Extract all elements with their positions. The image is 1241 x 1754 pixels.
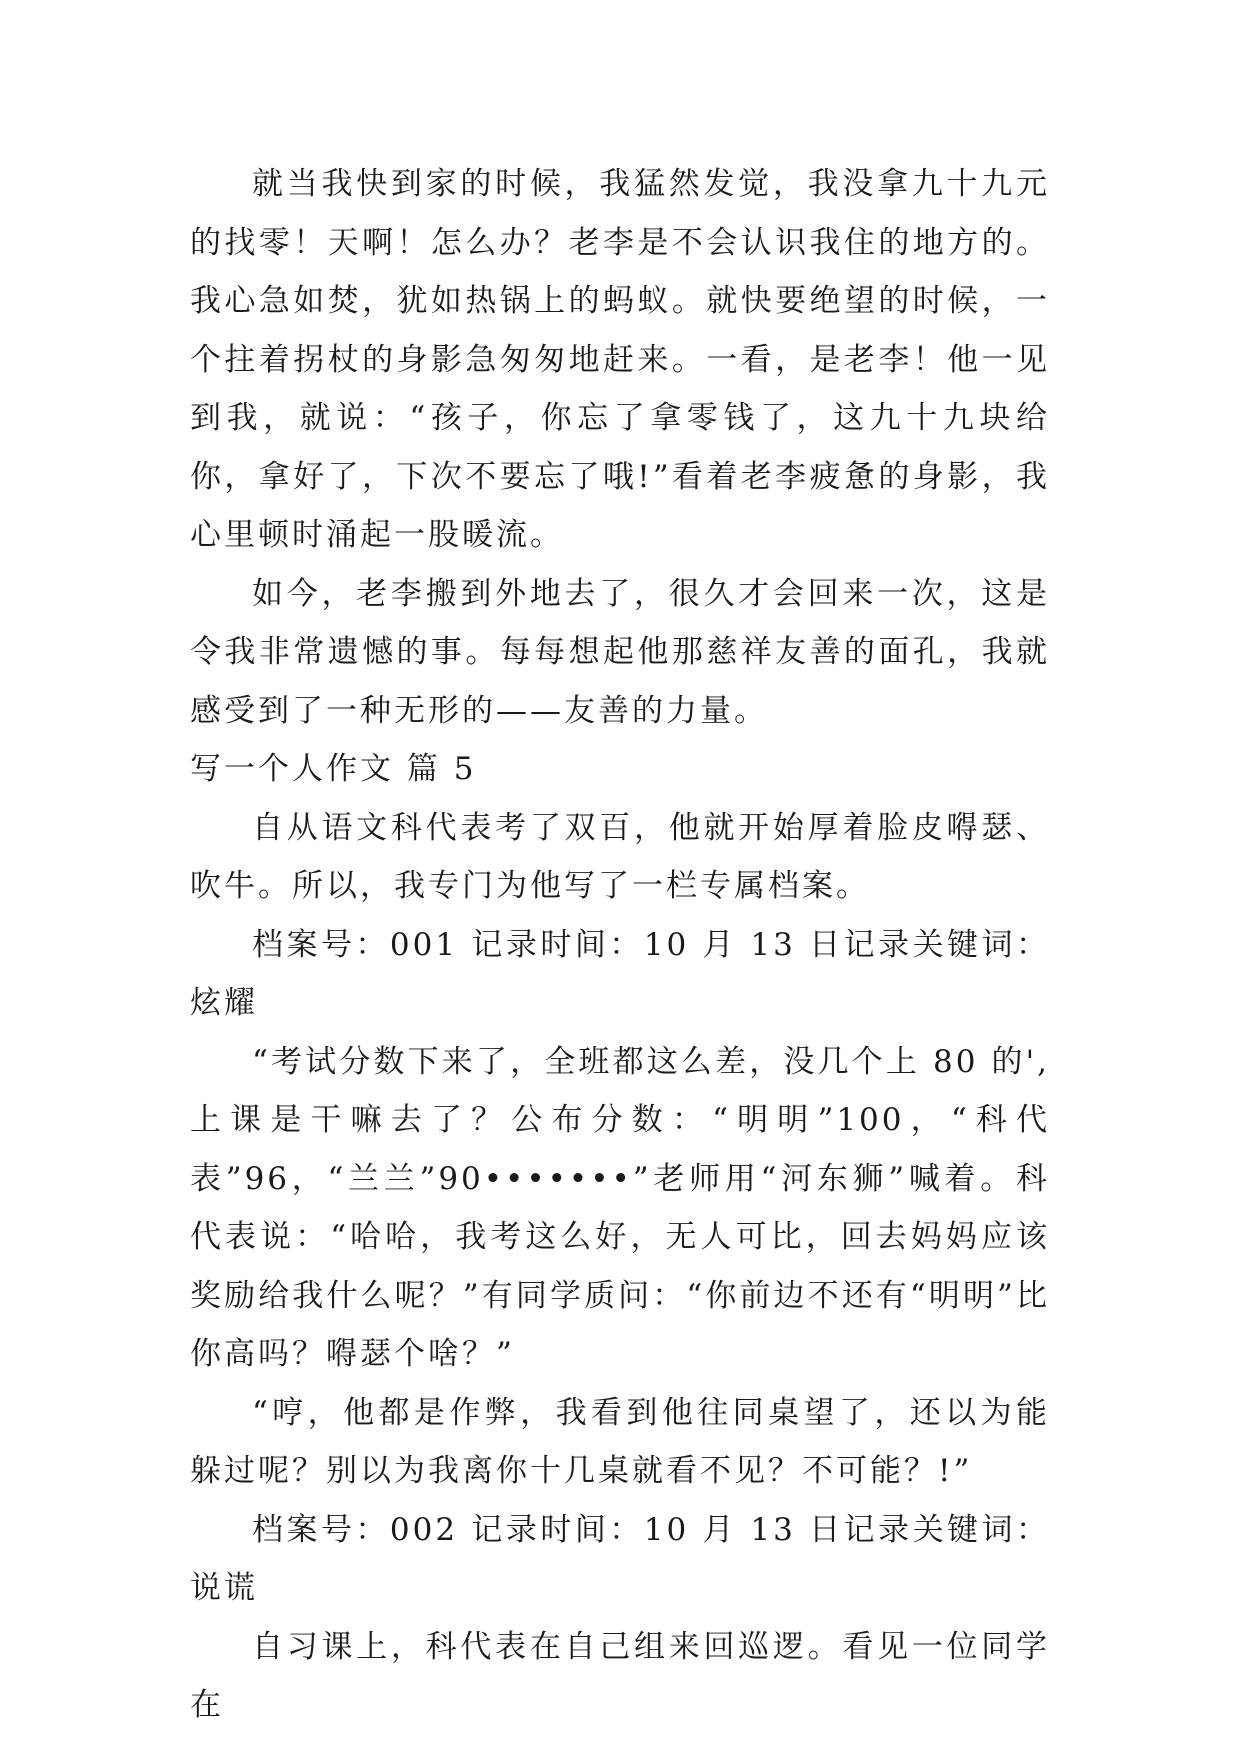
- record-header-line: 档案号：002 记录时间：10 月 13 日记录关键词：说谎: [190, 1511, 1050, 1606]
- paragraph: 就当我快到家的时候，我猛然发觉，我没拿九十九元的找零！天啊！怎么办？老李是不会认识我住的地方的。我心急如焚，犹如热锅上的蚂蚁。就快要绝望的时候，一个拄着拐杖的身影急匆匆地赶来。一看，是老李！他一见到我，就说：“孩子，你忘了拿零钱了，这九十九块给你，拿好了，下次不要忘了哦!”看着老李疲惫的身影，我心里顿时涌起一股暖流。: [190, 166, 1050, 553]
- document-page: [190, 155, 1050, 1735]
- paragraph: “哼，他都是作弊，我看到他往同桌望了，还以为能躲过呢？别以为我离你十几桌就看不见？不可能？!”: [190, 1394, 1050, 1489]
- paragraph: 自习课上，科代表在自己组来回巡逻。看见一位同学在: [190, 1628, 1050, 1723]
- paragraph: “考试分数下来了，全班都这么差，没几个上 80 的',上课是干嘛去了？公布分数：“明明”100，“科代表”96，“兰兰”90•••••••”老师用“河东狮”喊着。科代表说：“哈哈，我考这么好，无人可比，回去妈妈应该奖励给我什么呢？”有同学质问：“你前边不还有“明明”比你高吗？嘚瑟个啥？”: [190, 1043, 1050, 1372]
- paragraph: 自从语文科代表考了双百，他就开始厚着脸皮嘚瑟、吹牛。所以，我专门为他写了一栏专属档案。: [190, 809, 1050, 904]
- paragraph: 如今，老李搬到外地去了，很久才会回来一次，这是令我非常遗憾的事。每每想起他那慈祥友善的面孔，我就感受到了一种无形的——友善的力量。: [190, 575, 1050, 729]
- record-header-line: 档案号：001 记录时间：10 月 13 日记录关键词：炫耀: [190, 926, 1050, 1021]
- section-heading: 写一个人作文 篇 5: [190, 751, 477, 787]
